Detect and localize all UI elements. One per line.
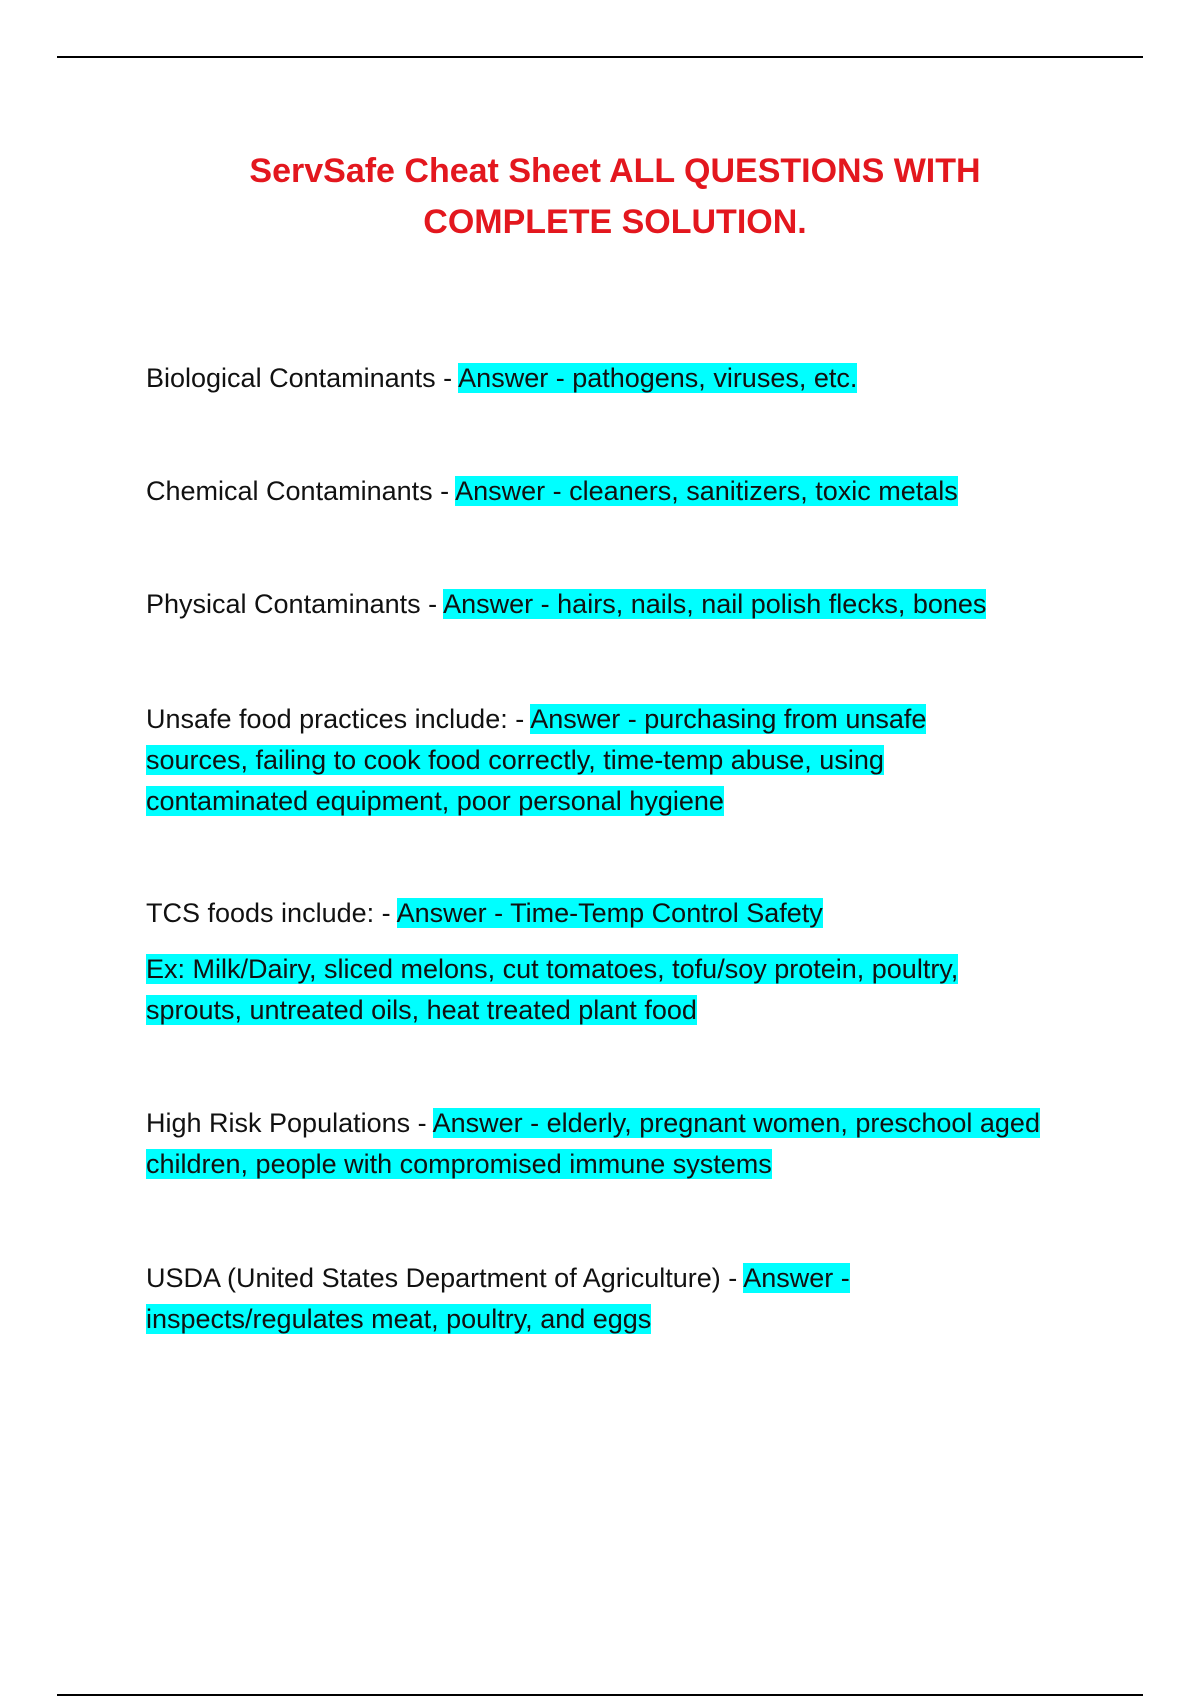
qa-item-physical [146, 584, 1046, 625]
qa-item-tcs-foods [146, 893, 1046, 934]
answer-highlight: Answer - elderly, pregnant women, preschool aged children, people with compromised immune systems [146, 1108, 1040, 1179]
answer-highlight: Answer - Time-Temp Control Safety [396, 898, 823, 928]
qa-item-chemical [146, 471, 1046, 512]
top-divider [57, 56, 1143, 58]
question-text: Unsafe food practices include: - [146, 704, 531, 734]
question-text: Chemical Contaminants - [146, 476, 456, 506]
answer-highlight: Answer - pathogens, viruses, etc. [458, 363, 858, 393]
bottom-divider [57, 1694, 1143, 1696]
question-text: USDA (United States Department of Agriculture) - [146, 1263, 744, 1293]
title-line-2: COMPLETE SOLUTION. [423, 203, 807, 241]
example-highlight: Ex: Milk/Dairy, sliced melons, cut tomatoes, tofu/soy protein, poultry, sprouts, untreated oils, heat treated plant food [146, 954, 959, 1025]
qa-item-high-risk [146, 1103, 1046, 1185]
document-title [120, 146, 1110, 248]
question-text: TCS foods include: - [146, 898, 397, 928]
question-text: High Risk Populations - [146, 1108, 433, 1138]
answer-highlight: Answer - cleaners, sanitizers, toxic metals [455, 476, 958, 506]
question-text: Physical Contaminants - [146, 589, 444, 619]
question-text: Biological Contaminants - [146, 363, 459, 393]
qa-item-usda [146, 1258, 946, 1340]
answer-highlight: Answer - inspects/regulates meat, poultry, and eggs [146, 1263, 850, 1334]
qa-item-tcs-example [146, 949, 1046, 1031]
qa-item-biological [146, 358, 1046, 399]
qa-item-unsafe-practices [146, 699, 986, 822]
answer-highlight: Answer - hairs, nails, nail polish flecks, bones [443, 589, 987, 619]
title-line-1: ServSafe Cheat Sheet ALL QUESTIONS WITH [249, 152, 981, 190]
answer-highlight: Answer - purchasing from unsafe sources, failing to cook food correctly, time-temp abuse, using contaminated equipment, poor personal hygiene [146, 704, 927, 816]
